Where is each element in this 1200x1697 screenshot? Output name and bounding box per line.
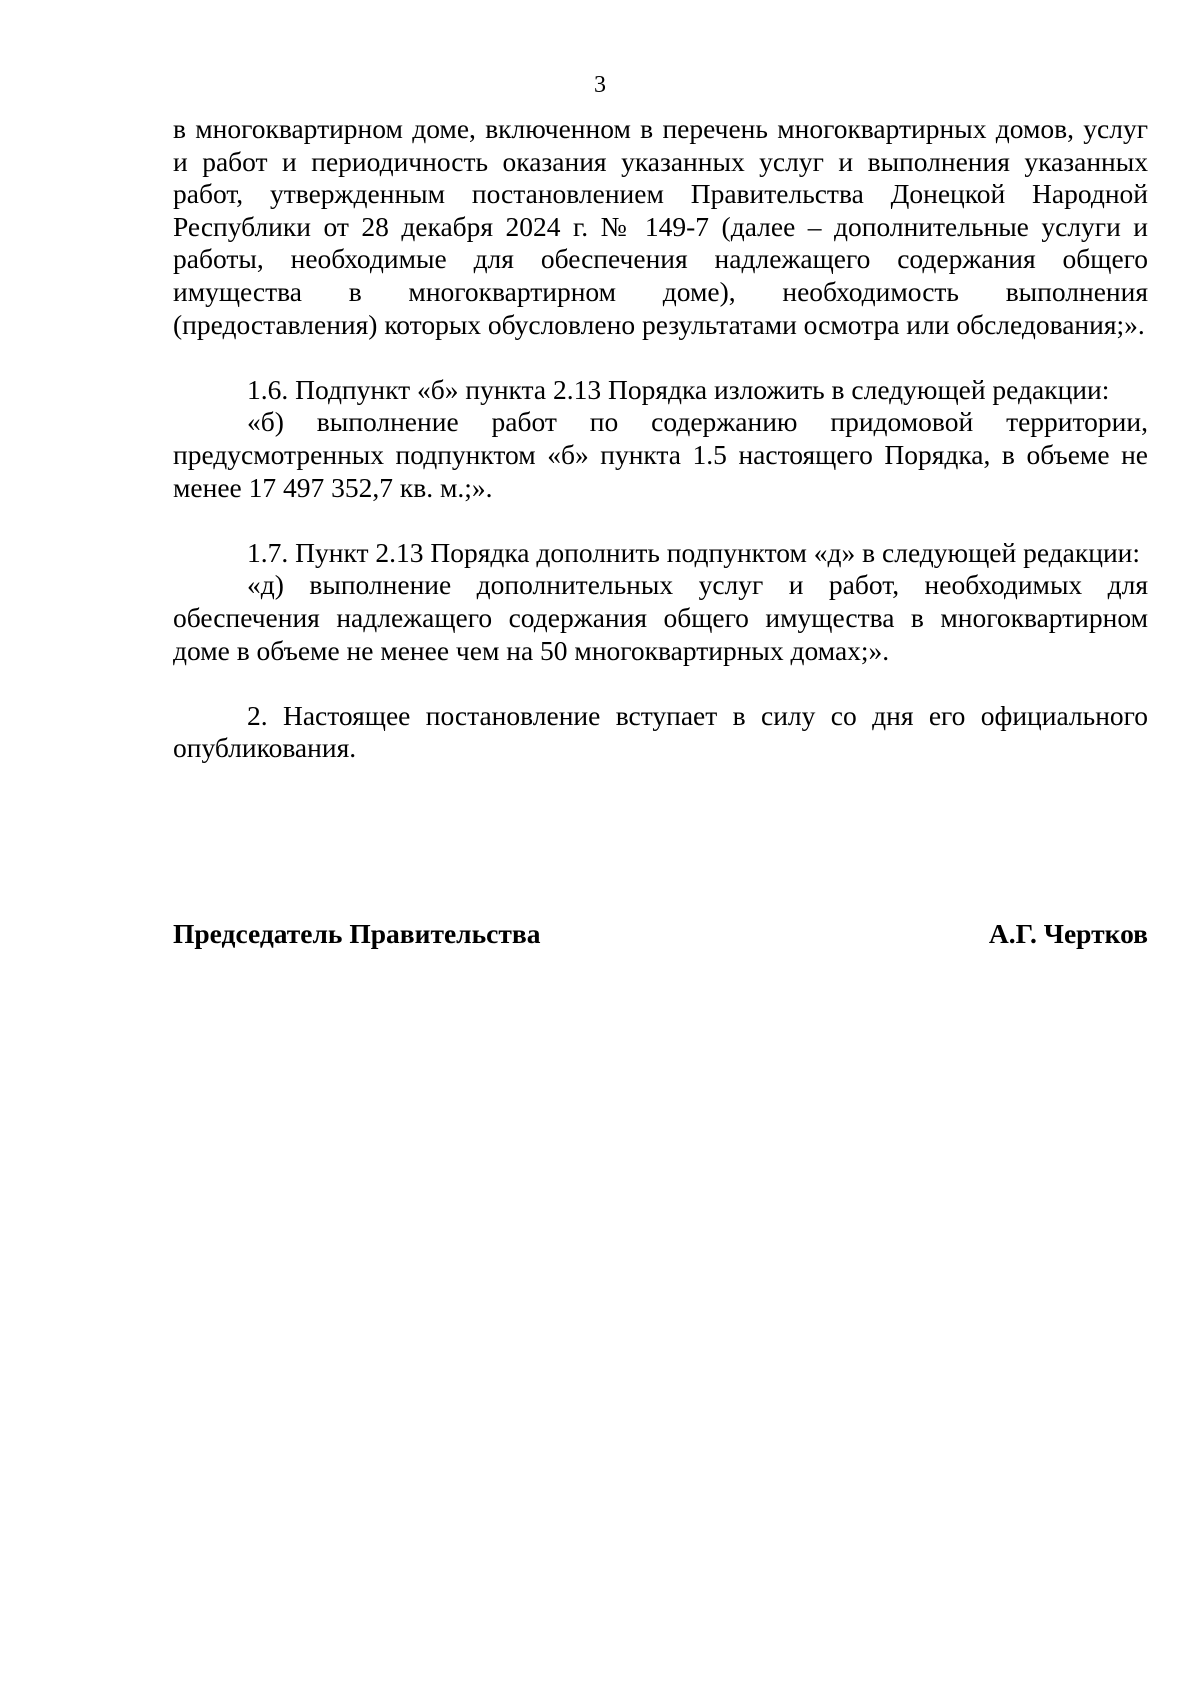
paragraph-subpoint-b: «б) выполнение работ по содержанию придомовой территории, предусмотренных подпунктом «б» пункта 1.5 настоящего Порядка, в объеме не менее 17 497 352,7 кв. м.;». [173,406,1148,503]
signatory-name: А.Г. Чертков [988,918,1148,949]
document-body [173,113,1148,765]
signatory-position: Председатель Правительства [173,918,541,949]
paragraph-subpoint-d: «д) выполнение дополнительных услуг и работ, необходимых для обеспечения надлежащего содержания общего имущества в многоквартирном доме в объеме не менее чем на 50 многоквартирных домах;». [173,569,1148,666]
paragraph-2-effective-date: 2. Настоящее постановление вступает в силу со дня его официального опубликования. [173,699,1148,764]
paragraph-continuation: в многоквартирном доме, включенном в перечень многоквартирных домов, услуг и работ и периодичность оказания указанных услуг и выполнения указанных работ, утвержденным постановлением Правительства Донецкой Народной Республики от 28 декабря 2024 г. № 149-7 (далее – дополнительные услуги и работы, необходимые для обеспечения надлежащего содержания общего имущества в многоквартирном доме), необходимость выполнения (предоставления) которых обусловлено результатами осмотра или обследования;». [173,113,1148,340]
paragraph-1-6: 1.6. Подпункт «б» пункта 2.13 Порядка изложить в следующей редакции: [247,373,1110,405]
paragraph-1-7: 1.7. Пункт 2.13 Порядка дополнить подпунктом «д» в следующей редакции: [247,536,1141,568]
page-number: 3 [594,72,606,98]
signature-block [173,918,1148,950]
